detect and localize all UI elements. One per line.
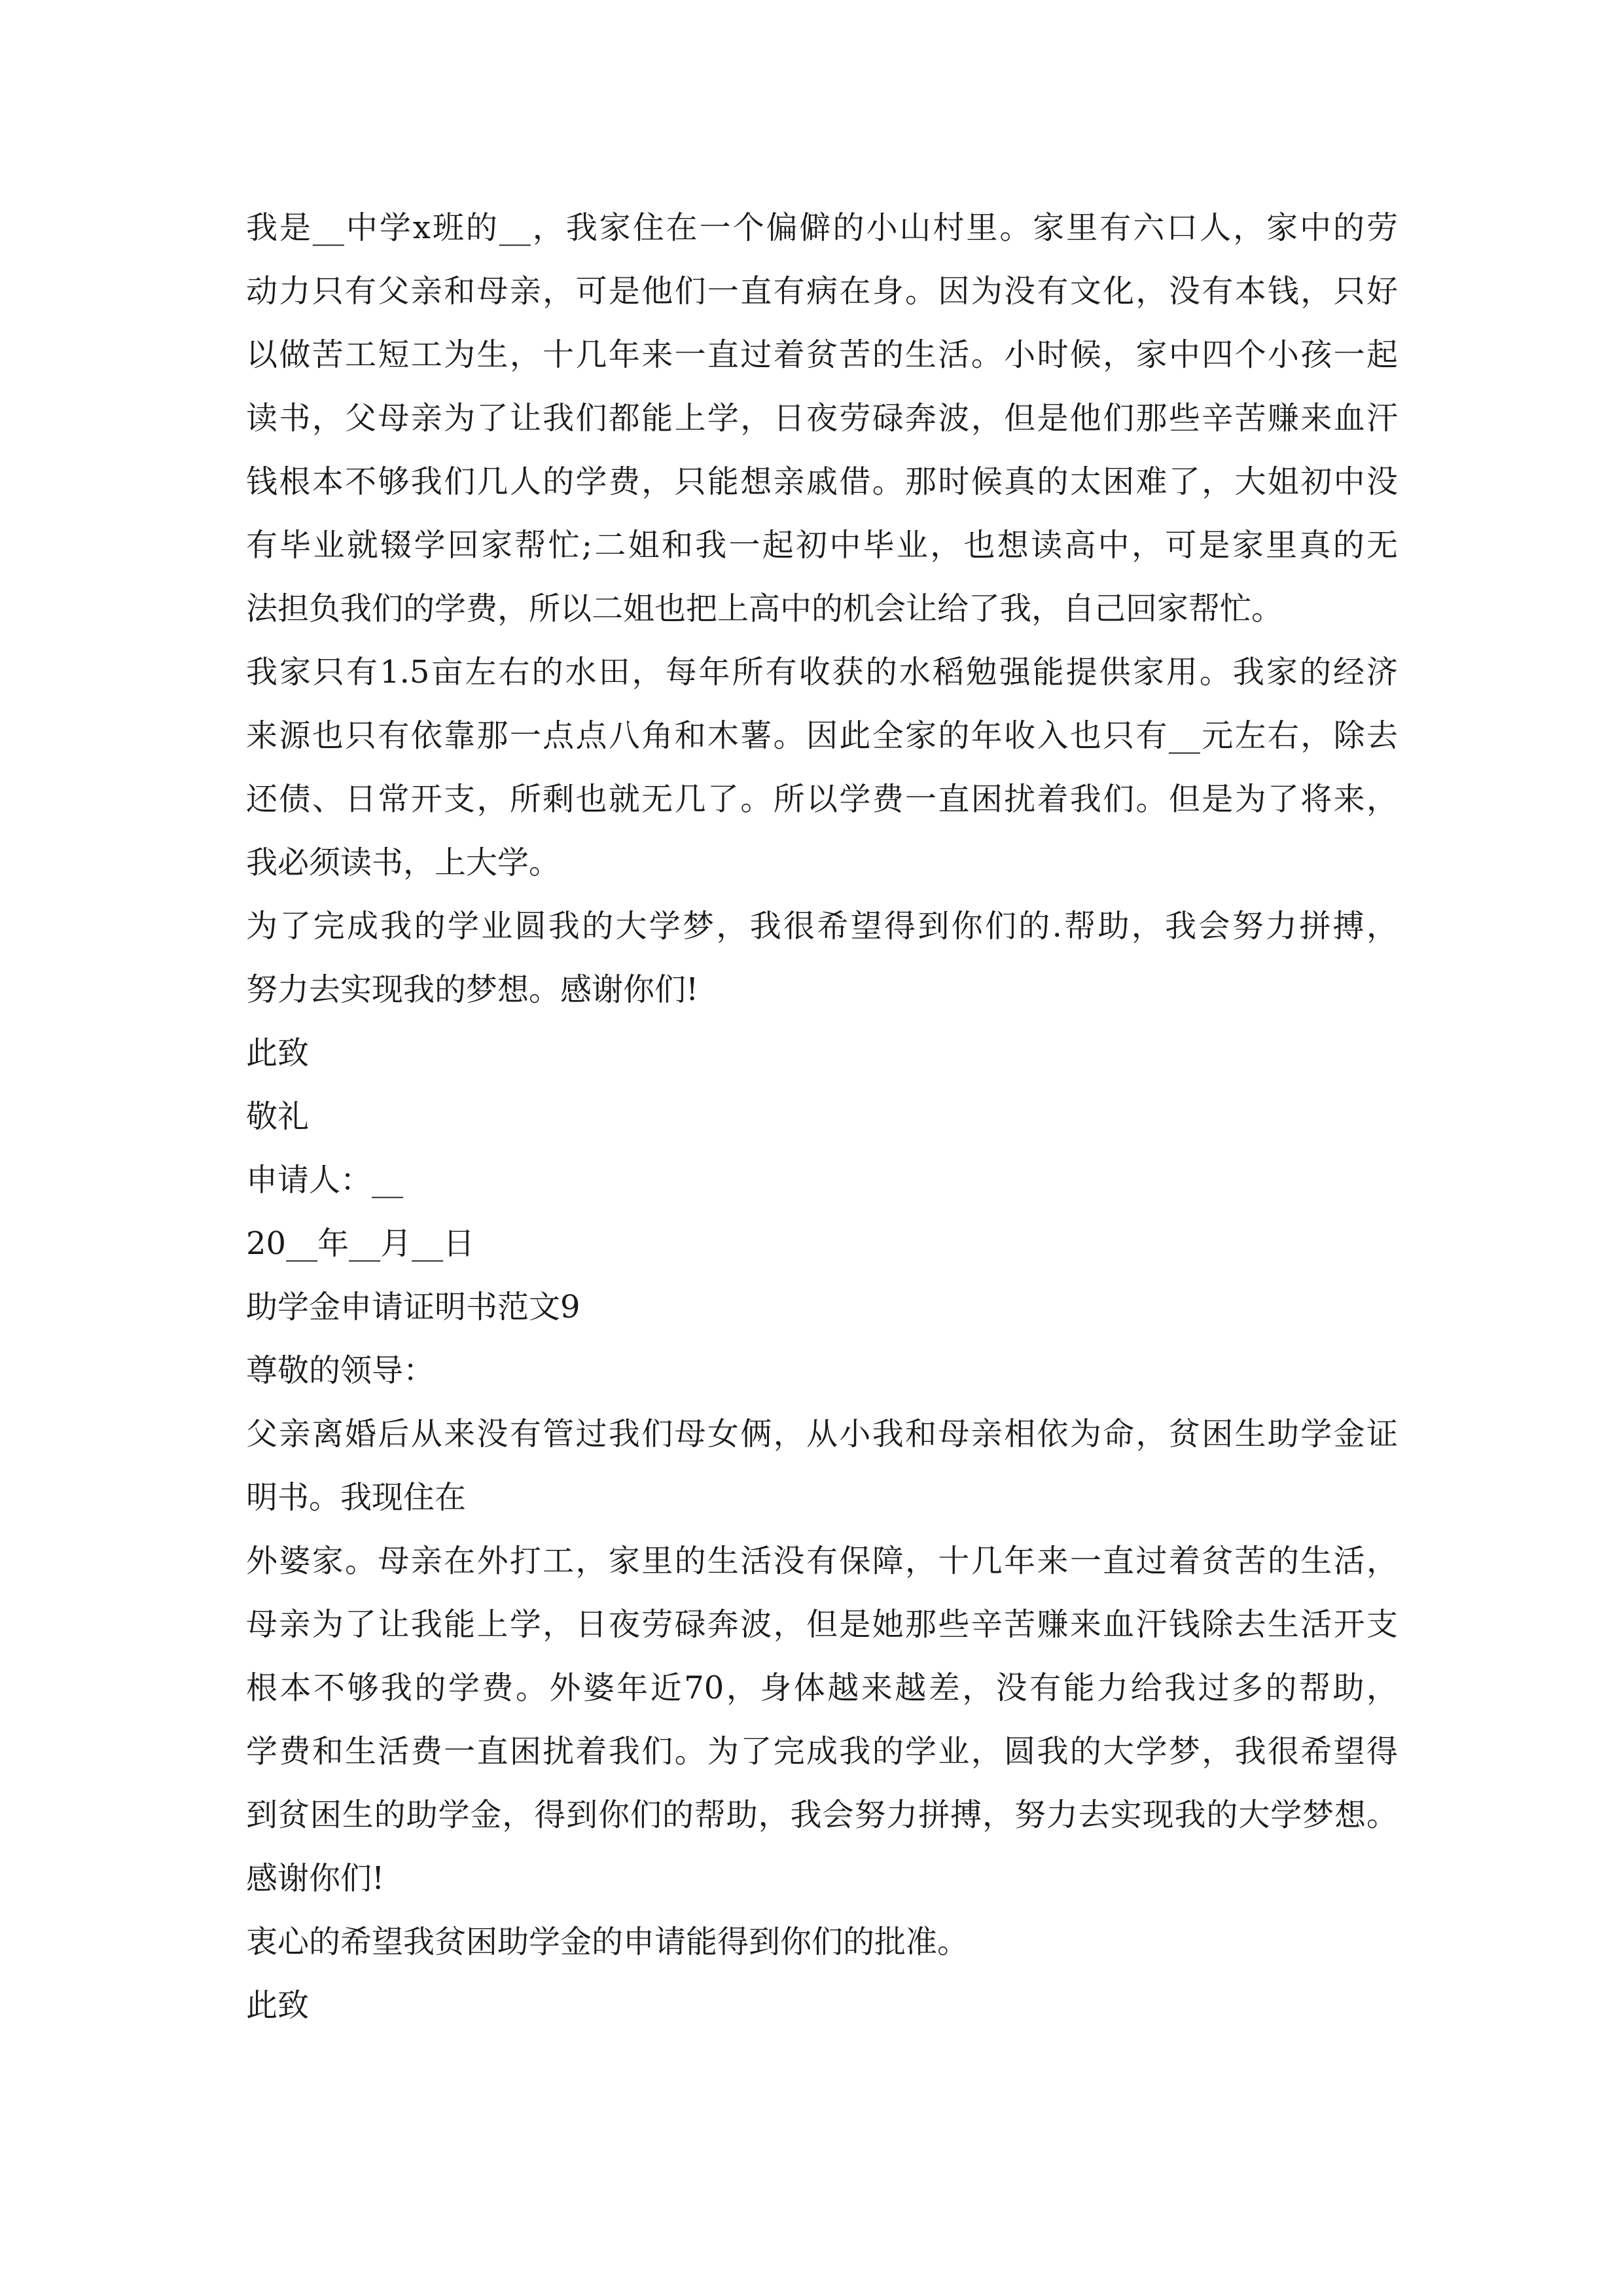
text-line: 20__年__月__日: [246, 1225, 475, 1262]
text-line: 敬礼: [246, 1098, 310, 1135]
applicant-signature: [246, 1149, 1398, 1212]
paragraph-parents: [246, 1403, 1398, 1530]
text-line: 努力去实现我的梦想。感谢你们!: [246, 971, 699, 1008]
closing-salutation-2: [246, 1974, 1398, 2037]
section-title: [246, 1276, 1398, 1339]
text-line: 感谢你们!: [246, 1860, 385, 1897]
text-line: 母亲为了让我能上学，日夜劳碌奔波，但是她那些辛苦赚来血汗钱除去生活开支: [246, 1606, 1398, 1643]
text-line: 助学金申请证明书范文9: [246, 1289, 580, 1325]
text-line: 根本不够我的学费。外婆年近70，身体越来越差，没有能力给我过多的帮助，: [246, 1670, 1398, 1706]
date-line: [246, 1212, 1398, 1276]
text-line: 尊敬的领导：: [246, 1352, 435, 1389]
greeting: [246, 1339, 1398, 1403]
closing-salutation: [246, 1022, 1398, 1085]
text-line: 法担负我们的学费，所以二姐也把上高中的机会让给了我，自己回家帮忙。: [246, 590, 1283, 627]
text-line: 外婆家。母亲在外打工，家里的生活没有保障，十几年来一直过着贫苦的生活，: [246, 1543, 1398, 1579]
text-line: 我是__中学x班的__，我家住在一个偏僻的小山村里。家里有六口人，家中的劳: [246, 209, 1398, 246]
text-line: 来源也只有依靠那一点点八角和木薯。因此全家的年收入也只有__元左右，除去: [246, 717, 1398, 754]
text-line: 我必须读书，上大学。: [246, 844, 561, 881]
paragraph-family-background: [246, 196, 1398, 641]
text-line: 我家只有1.5亩左右的水田，每年所有收获的水稻勉强能提供家用。我家的经济: [246, 654, 1398, 691]
text-line: 读书，父母亲为了让我们都能上学，日夜劳碌奔波，但是他们那些辛苦赚来血汗: [246, 400, 1398, 437]
text-line: 此致: [246, 1035, 310, 1071]
document-body: [246, 196, 1398, 2037]
text-line: 动力只有父亲和母亲，可是他们一直有病在身。因为没有文化，没有本钱，只好: [246, 273, 1398, 310]
closing-regards: [246, 1085, 1398, 1149]
text-line: 为了完成我的学业圆我的大学梦，我很希望得到你们的.帮助，我会努力拼搏，: [246, 908, 1398, 944]
text-line: 此致: [246, 1987, 310, 2024]
text-line: 以做苦工短工为生，十几年来一直过着贫苦的生活。小时候，家中四个小孩一起: [246, 336, 1398, 373]
text-line: 还债、日常开支，所剩也就无几了。所以学费一直困扰着我们。但是为了将来，: [246, 781, 1398, 817]
text-line: 申请人：__: [246, 1162, 404, 1198]
text-line: 父亲离婚后从来没有管过我们母女俩，从小我和母亲相依为命，贫困生助学金证: [246, 1416, 1398, 1452]
text-line: 到贫困生的助学金，得到你们的帮助，我会努力拼搏，努力去实现我的大学梦想。: [246, 1797, 1398, 1833]
paragraph-family-income: [246, 641, 1398, 895]
text-line: 学费和生活费一直困扰着我们。为了完成我的学业，圆我的大学梦，我很希望得: [246, 1733, 1398, 1770]
paragraph-hope: [246, 1910, 1398, 1974]
paragraph-request: [246, 895, 1398, 1022]
text-line: 有毕业就辍学回家帮忙;二姐和我一起初中毕业，也想读高中，可是家里真的无: [246, 527, 1398, 564]
text-line: 明书。我现住在: [246, 1479, 467, 1516]
paragraph-living-situation: [246, 1530, 1398, 1910]
text-line: 钱根本不够我们几人的学费，只能想亲戚借。那时候真的太困难了，大姐初中没: [246, 463, 1398, 500]
text-line: 衷心的希望我贫困助学金的申请能得到你们的批准。: [246, 1924, 969, 1960]
